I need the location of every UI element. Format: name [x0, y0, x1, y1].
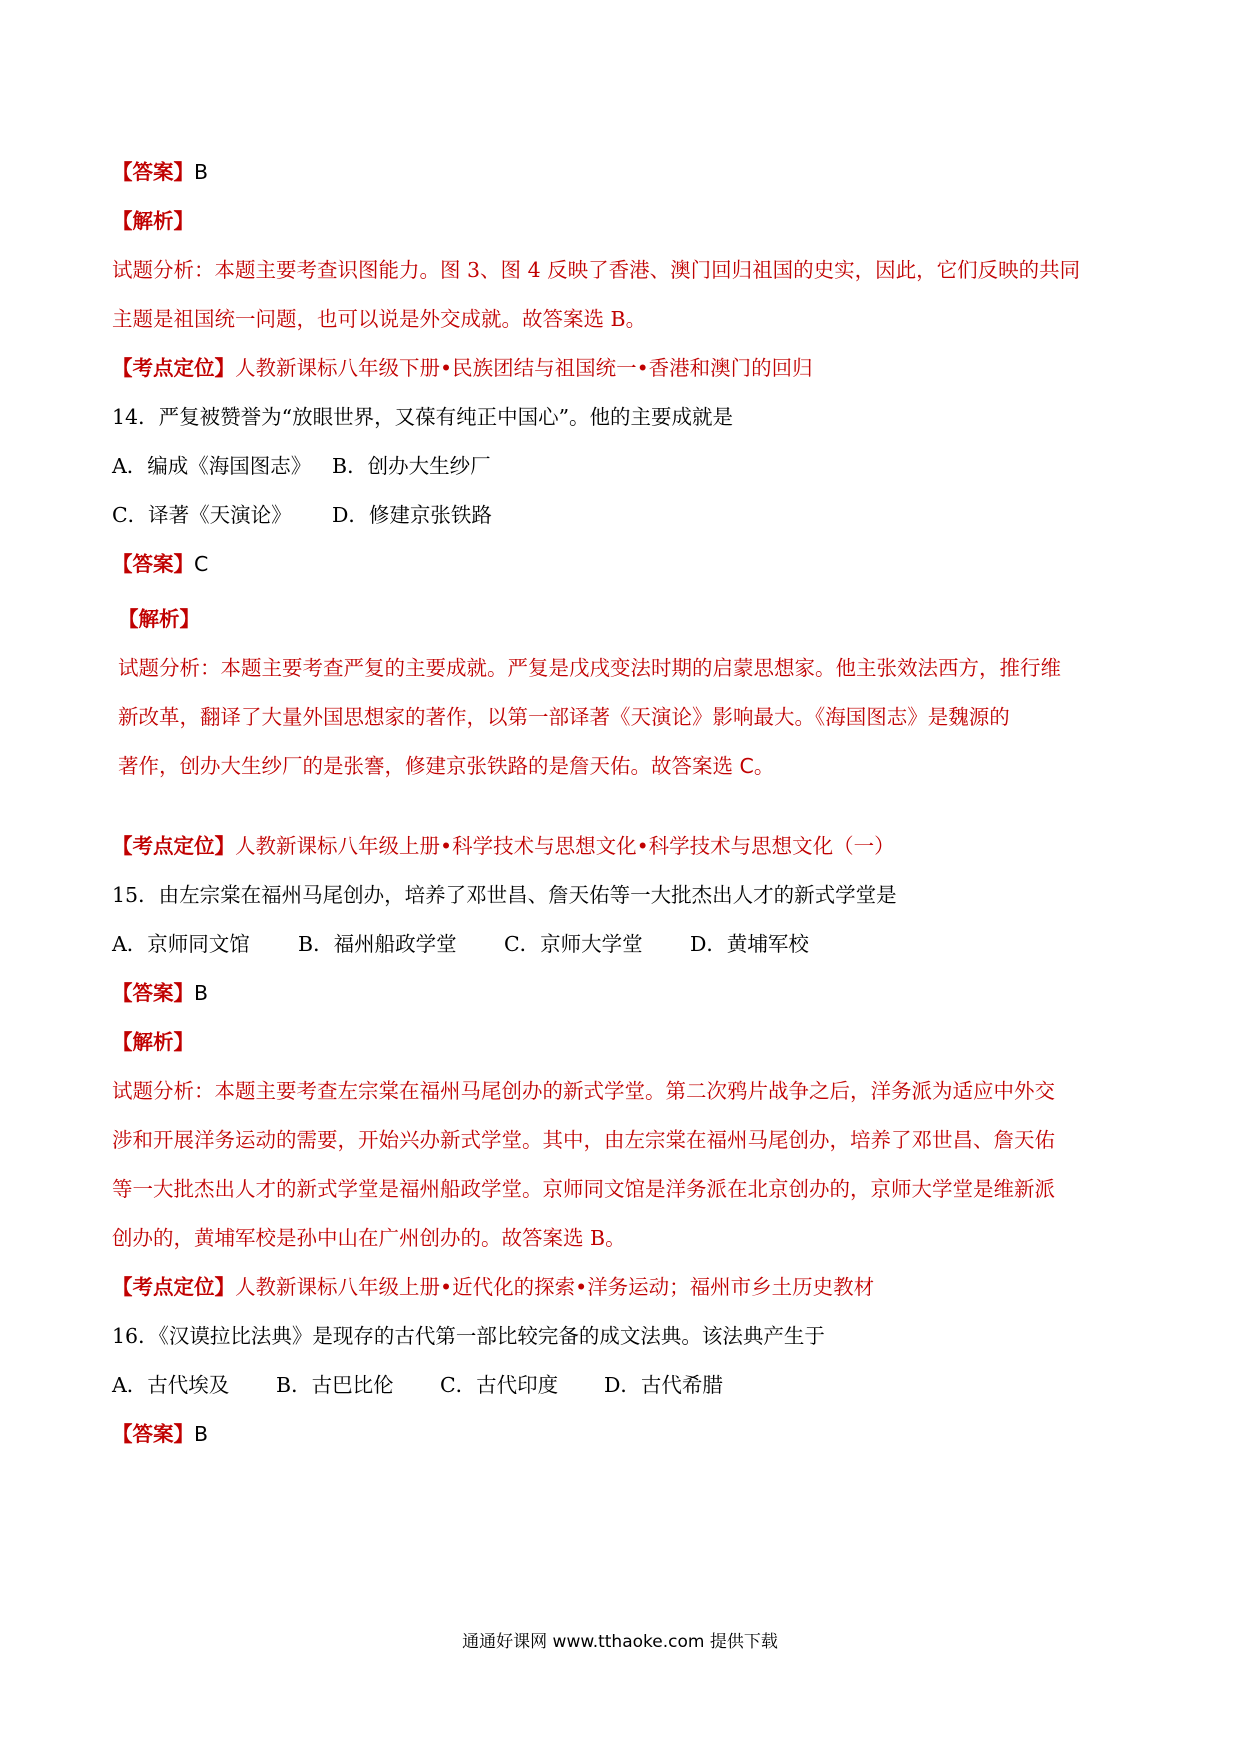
q15-analysis-heading	[112, 1027, 194, 1057]
q14-analysis-heading	[118, 604, 200, 634]
q16-option-a: A．古代埃及	[112, 1373, 230, 1397]
q14-analysis-line-1: 试题分析：本题主要考查严复的主要成就。严复是戊戌变法时期的启蒙思想家。他主张效法西方，推行维	[118, 656, 1061, 680]
q13-analysis-line-1: 试题分析：本题主要考查识图能力。图 3、图 4 反映了香港、澳门回归祖国的史实，因此，它们反映的共同	[112, 258, 1081, 282]
answer-tag: 【答案】	[112, 1422, 194, 1446]
q14-options-row-2	[112, 500, 492, 530]
q15-answer	[112, 978, 208, 1008]
answer-value: B	[194, 160, 209, 184]
analysis-tag: 【解析】	[112, 1030, 194, 1054]
q15-options-row	[112, 929, 809, 959]
q15-analysis-line-4: 创办的，黄埔军校是孙中山在广州创办的。故答案选 B。	[112, 1226, 626, 1250]
point-text: 人教新课标八年级下册•民族团结与祖国统一•香港和澳门的回归	[235, 356, 813, 380]
q13-analysis-line-2: 主题是祖国统一问题，也可以说是外交成就。故答案选 B。	[112, 307, 647, 331]
q15-analysis-line-3: 等一大批杰出人才的新式学堂是福州船政学堂。京师同文馆是洋务派在北京创办的，京师大学堂是维新派	[112, 1177, 1055, 1201]
q15-analysis-line-1: 试题分析：本题主要考查左宗棠在福州马尾创办的新式学堂。第二次鸦片战争之后，洋务派为适应中外交	[112, 1079, 1055, 1103]
q14-analysis-line-2: 新改革，翻译了大量外国思想家的著作，以第一部译著《天演论》影响最大。《海国图志》是魏源的	[118, 705, 1010, 729]
q14-point	[112, 831, 895, 861]
analysis-tag: 【解析】	[112, 209, 194, 233]
q16-option-b: B．古巴比伦	[276, 1373, 394, 1397]
q14-option-d: D．修建京张铁路	[332, 503, 492, 527]
point-text: 人教新课标八年级上册•近代化的探索•洋务运动；福州市乡土历史教材	[235, 1275, 875, 1299]
answer-value: C	[194, 552, 209, 576]
q16-options-row	[112, 1370, 723, 1400]
q15-option-d: D．黄埔军校	[690, 932, 809, 956]
answer-tag: 【答案】	[112, 981, 194, 1005]
q14-answer	[112, 549, 208, 579]
answer-tag: 【答案】	[112, 552, 194, 576]
q15-option-b: B．福州船政学堂	[298, 932, 457, 956]
q16-question: 16．《汉谟拉比法典》是现存的古代第一部比较完备的成文法典。该法典产生于	[112, 1324, 825, 1348]
q16-option-d: D．古代希腊	[604, 1373, 723, 1397]
q15-question: 15．由左宗棠在福州马尾创办，培养了邓世昌、詹天佑等一大批杰出人才的新式学堂是	[112, 883, 897, 907]
page-footer: 通通好课网 www.tthaoke.com 提供下载	[462, 1632, 778, 1652]
q15-analysis-line-2: 涉和开展洋务运动的需要，开始兴办新式学堂。其中，由左宗棠在福州马尾创办，培养了邓世昌、詹天佑	[112, 1128, 1055, 1152]
q15-option-a: A．京师同文馆	[112, 932, 250, 956]
answer-value: B	[194, 981, 209, 1005]
point-tag: 【考点定位】	[112, 1275, 235, 1299]
analysis-tag: 【解析】	[118, 607, 200, 631]
q14-options-row-1	[112, 451, 491, 481]
q15-option-c: C．京师大学堂	[504, 932, 643, 956]
q16-option-c: C．古代印度	[440, 1373, 559, 1397]
answer-value: B	[194, 1422, 209, 1446]
point-tag: 【考点定位】	[112, 356, 235, 380]
point-text: 人教新课标八年级上册•科学技术与思想文化•科学技术与思想文化（一）	[235, 834, 895, 858]
q13-point	[112, 353, 813, 383]
q14-option-a: A．编成《海国图志》	[112, 454, 312, 478]
q14-option-b: B．创办大生纱厂	[332, 454, 491, 478]
q13-analysis-heading	[112, 206, 194, 236]
q13-answer	[112, 157, 208, 187]
q14-analysis-line-3: 著作，创办大生纱厂的是张謇，修建京张铁路的是詹天佑。故答案选 C。	[118, 754, 775, 778]
answer-tag: 【答案】	[112, 160, 194, 184]
point-tag: 【考点定位】	[112, 834, 235, 858]
q16-answer	[112, 1419, 208, 1449]
q14-option-c: C．译著《天演论》	[112, 503, 292, 527]
q15-point	[112, 1272, 874, 1302]
q14-question: 14．严复被赞誉为“放眼世界，又葆有纯正中国心”。他的主要成就是	[112, 405, 734, 429]
